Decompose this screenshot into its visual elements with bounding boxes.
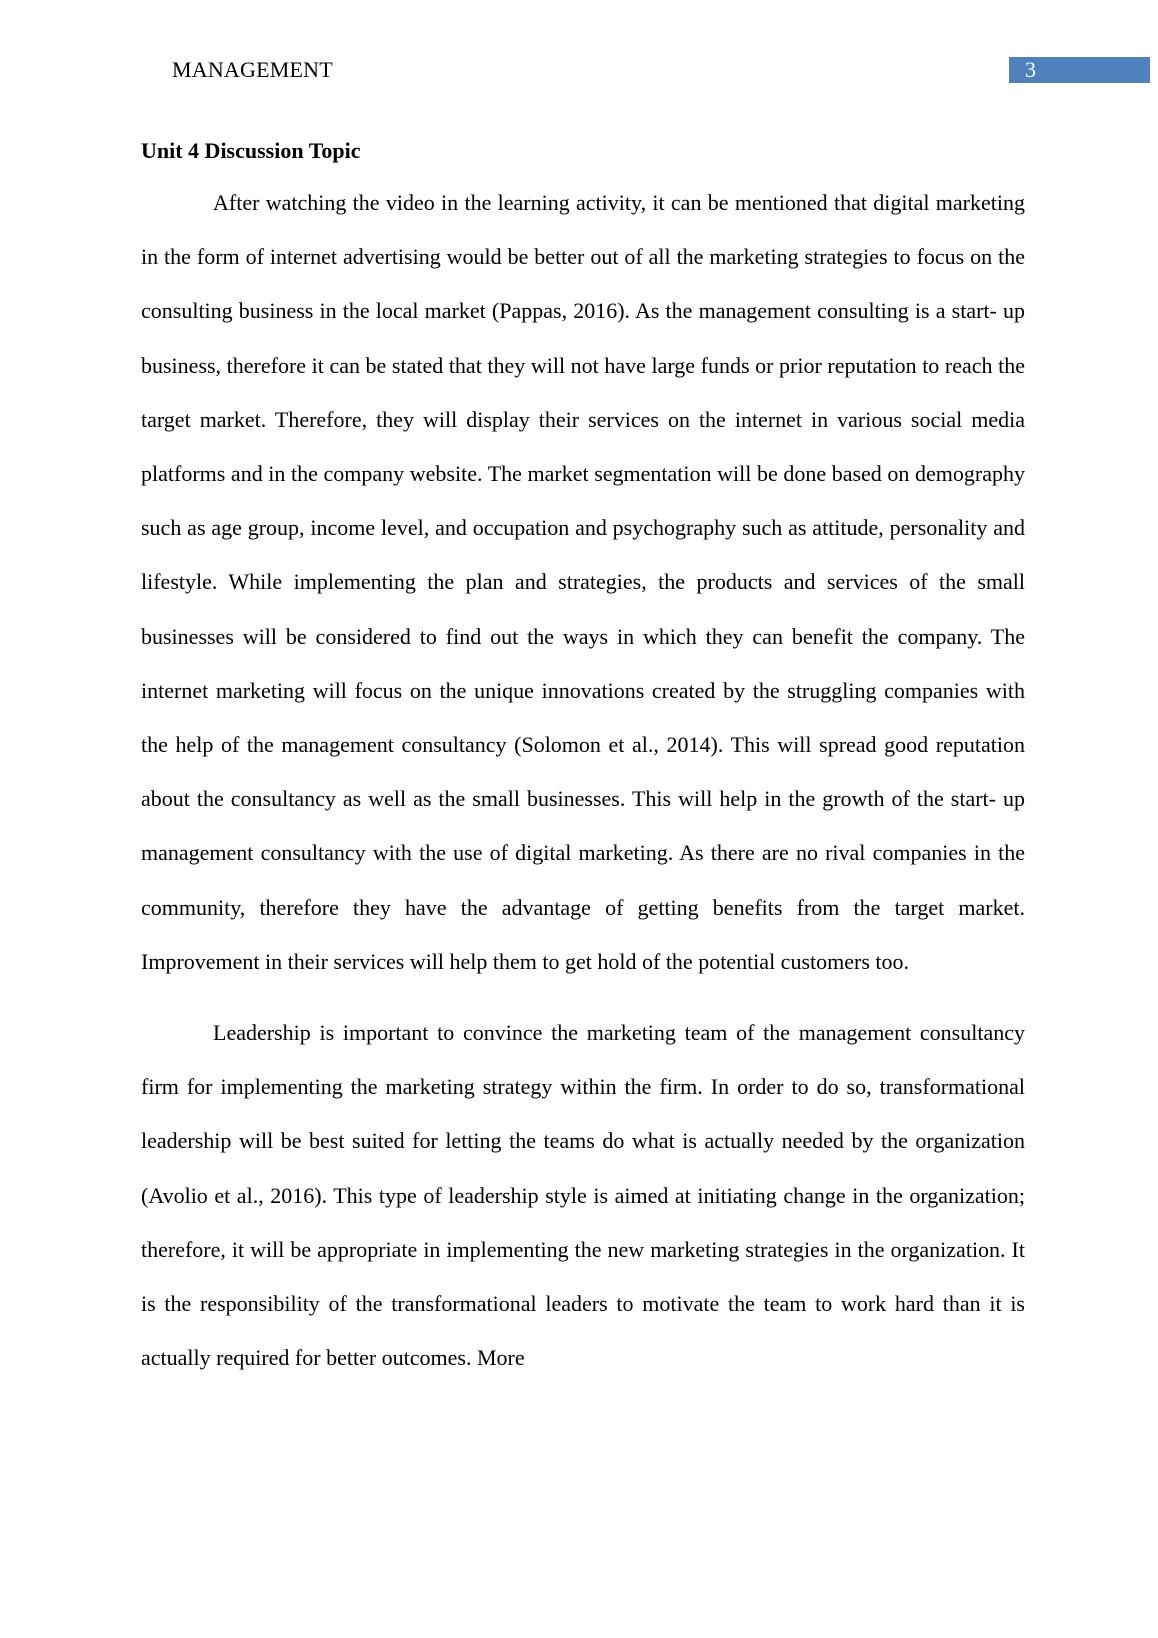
document-body — [141, 136, 1025, 1385]
body-paragraph-2: Leadership is important to convince the marketing team of the management consultancy firm for implementing the marketing strategy within the firm. In order to do so, transformational leadership will be best suited for letting the teams do what is actually needed by the organization (Avolio et al., 2016). This type of leadership style is aimed at initiating change in the organization; therefore, it will be appropriate in implementing the new marketing strategies in the organization. It is the responsibility of the transformational leaders to motivate the team to work hard than it is actually required for better outcomes. More — [141, 1020, 1025, 1371]
running-head: MANAGEMENT — [172, 57, 333, 82]
page-number-box — [1009, 57, 1150, 83]
section-title: Unit 4 Discussion Topic — [141, 138, 361, 163]
page-number: 3 — [1025, 57, 1036, 82]
body-paragraph-1: After watching the video in the learning activity, it can be mentioned that digital marketing in the form of internet advertising would be better out of all the marketing strategies to focus on the consulting business in the local market (Pappas, 2016). As the management consulting is a start- up business, therefore it can be stated that they will not have large funds or prior reputation to reach the target market. Therefore, they will display their services on the internet in various social media platforms and in the company website. The market segmentation will be done based on demography such as age group, income level, and occupation and psychography such as attitude, personality and lifestyle. While implementing the plan and strategies, the products and services of the small businesses will be considered to find out the ways in which they can benefit the company. The internet marketing will focus on the unique innovations created by the struggling companies with the help of the management consultancy (Solomon et al., 2014). This will spread good reputation about the consultancy as well as the small businesses. This will help in the growth of the start- up management consultancy with the use of digital marketing. As there are no rival companies in the community, therefore they have the advantage of getting benefits from the target market. Improvement in their services will help them to get hold of the potential customers too. — [141, 190, 1025, 974]
